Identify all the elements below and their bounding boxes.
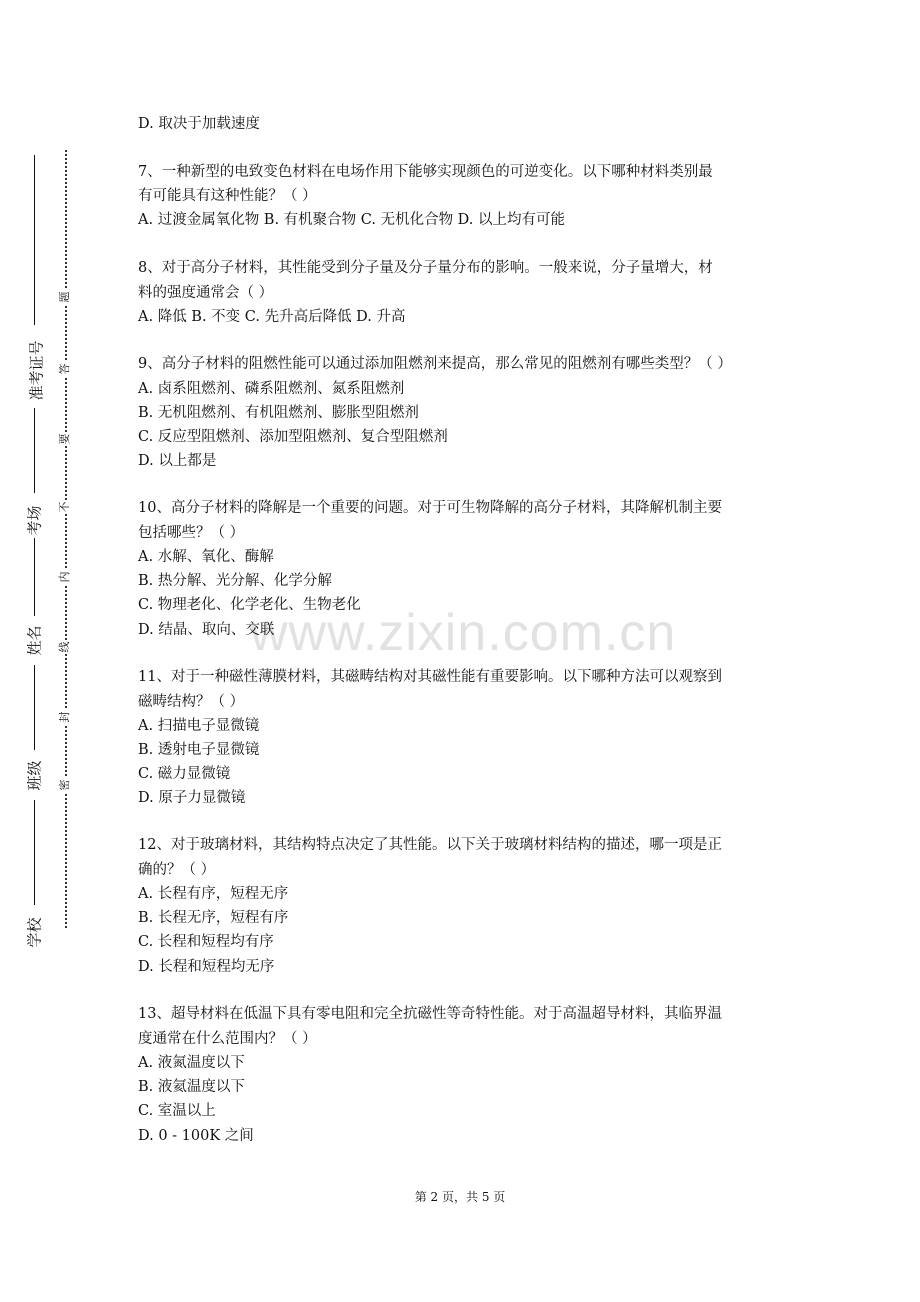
exam-room-blank[interactable]: [34, 408, 35, 493]
question-13-text: 度通常在什么范围内？（ ）: [138, 1031, 317, 1047]
question-12-text: 确的？（ ）: [138, 862, 216, 878]
seal-char: 线: [58, 641, 71, 653]
question-10-text: 包括哪些？（ ）: [138, 525, 245, 541]
seal-char: 封: [58, 711, 71, 723]
exam-number-label: 准考证号: [27, 340, 46, 401]
name-blank[interactable]: [34, 538, 35, 616]
seal-char: 答: [58, 363, 71, 375]
question-8-text: 8、对于高分子材料，其性能受到分子量及分子量分布的影响。一般来说，分子量增大，材: [138, 260, 713, 276]
question-11-text: 11、对于一种磁性薄膜材料，其磁畴结构对其磁性能有重要影响。以下哪种方法可以观察到: [138, 669, 722, 685]
question-12-option-a: A. 长程有序，短程无序: [138, 886, 289, 902]
question-8-text: 料的强度通常会（ ）: [138, 285, 274, 301]
question-11-option-b: B. 透射电子显微镜: [138, 742, 260, 758]
question-10-option-a: A. 水解、氧化、酶解: [138, 549, 274, 565]
question-9-text: 9、高分子材料的阻燃性能可以通过添加阻燃剂来提高，那么常见的阻燃剂有哪些类型？（ ）: [138, 356, 732, 372]
school-blank[interactable]: [34, 800, 35, 905]
name-label: 姓名: [25, 625, 44, 656]
seal-char: 密: [58, 779, 71, 791]
question-13-option-d: D. 0 - 100K 之间: [138, 1128, 254, 1144]
seal-char: 内: [58, 571, 71, 583]
seal-char: 要: [58, 433, 71, 445]
watermark: www.zixin.com.cn: [250, 604, 677, 662]
question-9-option-a: A. 卤系阻燃剂、磷系阻燃剂、氮系阻燃剂: [138, 381, 405, 397]
class-label: 班级: [25, 760, 44, 791]
question-9-option-d: D. 以上都是: [138, 453, 217, 469]
question-11-option-c: C. 磁力显微镜: [138, 766, 231, 782]
class-blank[interactable]: [34, 665, 35, 750]
question-11-text: 磁畴结构？（ ）: [138, 694, 245, 710]
question-10-text: 10、高分子材料的降解是一个重要的问题。对于可生物降解的高分子材料，其降解机制主要: [138, 500, 722, 516]
school-label: 学校: [25, 917, 44, 948]
question-9-option-b: B. 无机阻燃剂、有机阻燃剂、膨胀型阻燃剂: [138, 405, 419, 421]
question-6-option-d: D. 取决于加载速度: [138, 116, 260, 132]
question-10-option-d: D. 结晶、取向、交联: [138, 622, 275, 638]
question-10-option-c: C. 物理老化、化学老化、生物老化: [138, 597, 361, 613]
question-12-option-d: D. 长程和短程均无序: [138, 959, 275, 975]
question-8-options: A. 降低 B. 不变 C. 先升高后降低 D. 升高: [138, 309, 406, 325]
question-12-option-c: C. 长程和短程均有序: [138, 934, 274, 950]
question-11-option-a: A. 扫描电子显微镜: [138, 718, 260, 734]
question-10-option-b: B. 热分解、光分解、化学分解: [138, 573, 332, 589]
seal-char: 不: [58, 501, 71, 513]
question-7-text: 7、一种新型的电致变色材料在电场作用下能够实现颜色的可逆变化。以下哪种材料类别最: [138, 164, 713, 180]
question-13-text: 13、超导材料在低温下具有零电阻和完全抗磁性等奇特性能。对于高温超导材料，其临界温: [138, 1006, 722, 1022]
exam-room-label: 考场: [25, 505, 44, 536]
question-13-option-a: A. 液氮温度以下: [138, 1055, 245, 1071]
question-13-option-c: C. 室温以上: [138, 1103, 216, 1119]
page-footer: 第 2 页，共 5 页: [414, 1190, 506, 1204]
question-9-option-c: C. 反应型阻燃剂、添加型阻燃剂、复合型阻燃剂: [138, 429, 448, 445]
seal-char: 题: [58, 291, 71, 303]
question-13-option-b: B. 液氦温度以下: [138, 1079, 245, 1095]
question-7-options: A. 过渡金属氧化物 B. 有机聚合物 C. 无机化合物 D. 以上均有可能: [138, 212, 566, 228]
question-12-text: 12、对于玻璃材料，其结构特点决定了其性能。以下关于玻璃材料结构的描述，哪一项是正: [138, 837, 722, 853]
exam-number-blank[interactable]: [34, 155, 35, 325]
question-7-text: 有可能具有这种性能？（ ）: [138, 188, 317, 204]
seal-dotted-line: [65, 150, 67, 928]
question-11-option-d: D. 原子力显微镜: [138, 790, 246, 806]
question-12-option-b: B. 长程无序，短程有序: [138, 910, 289, 926]
